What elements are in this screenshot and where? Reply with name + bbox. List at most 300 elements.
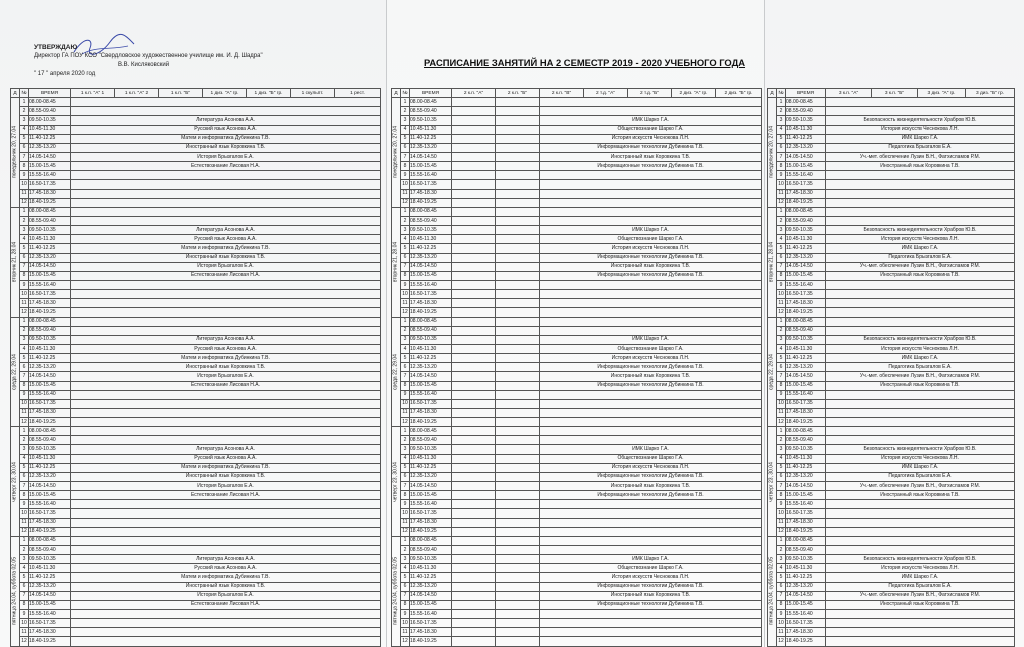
empty-cell	[496, 363, 540, 372]
lesson-number: 1	[20, 536, 29, 545]
empty-cell	[452, 125, 496, 134]
lesson-number: 6	[401, 143, 410, 152]
lesson-number: 2	[777, 216, 786, 225]
table-row	[768, 125, 1015, 134]
lesson-number: 11	[401, 189, 410, 198]
table-row	[392, 427, 762, 436]
lesson-time: 16.50-17.35	[786, 509, 826, 518]
lesson-time: 15.55-16.40	[410, 610, 452, 619]
empty-cell	[496, 637, 540, 646]
lesson-number: 11	[777, 189, 786, 198]
lesson-time: 15.00-15.45	[410, 271, 452, 280]
day-label-text: пятница 24.04, суббота 02.05	[768, 557, 775, 626]
lesson-cell	[826, 171, 1015, 180]
lesson-time: 08.00-08.45	[410, 427, 452, 436]
lesson-number: 1	[777, 98, 786, 107]
lesson-cell	[540, 610, 762, 619]
empty-cell	[452, 226, 496, 235]
empty-cell	[452, 546, 496, 555]
table-row	[392, 381, 762, 390]
lesson-number: 5	[20, 134, 29, 143]
lesson-cell: Уч.-мет. обеспечение Лузин В.Н., Фатхисламов Р.М.	[826, 152, 1015, 161]
lesson-time: 12.35-13.20	[786, 363, 826, 372]
lesson-cell	[71, 536, 381, 545]
lesson-cell	[71, 546, 381, 555]
lesson-time: 09.50-10.35	[410, 335, 452, 344]
lesson-cell: Информационные технологии Дубинкина Т.В.	[540, 381, 762, 390]
column-header: ВРЕМЯ	[29, 89, 71, 98]
table-row	[392, 235, 762, 244]
lesson-number: 7	[20, 591, 29, 600]
lesson-cell	[540, 546, 762, 555]
table-row	[11, 619, 381, 628]
column-header: Д	[768, 89, 777, 98]
lesson-cell	[540, 189, 762, 198]
lesson-number: 4	[20, 454, 29, 463]
empty-cell	[496, 408, 540, 417]
table-row	[11, 427, 381, 436]
column-header: 2 т.д. "Б"	[628, 89, 672, 98]
empty-cell	[452, 573, 496, 582]
lesson-number: 2	[777, 546, 786, 555]
empty-cell	[452, 482, 496, 491]
lesson-number: 5	[777, 463, 786, 472]
lesson-time: 08.55-09.40	[786, 216, 826, 225]
empty-cell	[452, 280, 496, 289]
lesson-cell: ИМК Шарко Г.А.	[540, 116, 762, 125]
table-row	[392, 546, 762, 555]
empty-cell	[496, 527, 540, 536]
table-row	[768, 399, 1015, 408]
lesson-time: 15.00-15.45	[29, 600, 71, 609]
empty-cell	[452, 591, 496, 600]
table-row	[11, 308, 381, 317]
table-row	[11, 335, 381, 344]
lesson-number: 8	[20, 271, 29, 280]
empty-cell	[496, 143, 540, 152]
empty-cell	[496, 171, 540, 180]
day-label-text: пятница 24.04, суббота 02.05	[11, 557, 18, 626]
lesson-cell	[71, 280, 381, 289]
lesson-cell	[826, 399, 1015, 408]
empty-cell	[452, 555, 496, 564]
lesson-cell	[71, 308, 381, 317]
day-label-text: четверг 23, 30.04	[768, 461, 775, 502]
lesson-time: 10.45-11.30	[410, 125, 452, 134]
lesson-number: 4	[20, 125, 29, 134]
table-row	[768, 591, 1015, 600]
lesson-time: 12.35-13.20	[410, 472, 452, 481]
table-row	[11, 546, 381, 555]
lesson-time: 17.45-18.30	[786, 299, 826, 308]
lesson-number: 8	[20, 491, 29, 500]
lesson-cell	[71, 628, 381, 637]
lesson-number: 3	[777, 116, 786, 125]
empty-cell	[452, 299, 496, 308]
lesson-cell	[540, 308, 762, 317]
schedule-table-2nd-year	[391, 88, 762, 647]
lesson-time: 16.50-17.35	[29, 509, 71, 518]
day-label	[768, 207, 777, 317]
day-label-text: среда 22, 29.04	[11, 353, 18, 390]
empty-cell	[452, 354, 496, 363]
empty-cell	[452, 98, 496, 107]
table-row	[768, 290, 1015, 299]
empty-cell	[496, 436, 540, 445]
table-row	[11, 189, 381, 198]
lesson-number: 5	[777, 134, 786, 143]
table-row	[11, 354, 381, 363]
lesson-number: 8	[401, 600, 410, 609]
lesson-cell	[540, 107, 762, 116]
lesson-time: 15.00-15.45	[786, 162, 826, 171]
lesson-time: 12.35-13.20	[410, 582, 452, 591]
lesson-cell: Уч.-мет. обеспечение Лузин В.Н., Фатхисламов Р.М.	[826, 591, 1015, 600]
lesson-time: 12.35-13.20	[29, 253, 71, 262]
table-row	[392, 216, 762, 225]
lesson-time: 09.50-10.35	[29, 226, 71, 235]
table-row	[392, 317, 762, 326]
lesson-time: 17.45-18.30	[786, 628, 826, 637]
day-label-text: среда 22, 29.04	[768, 353, 775, 390]
table-row	[11, 418, 381, 427]
table-row	[768, 518, 1015, 527]
lesson-cell	[826, 98, 1015, 107]
lesson-time: 15.55-16.40	[29, 500, 71, 509]
lesson-cell	[71, 207, 381, 216]
lesson-time: 11.40-12.25	[410, 354, 452, 363]
lesson-time: 15.00-15.45	[410, 491, 452, 500]
lesson-cell	[540, 527, 762, 536]
lesson-time: 14.05-14.50	[410, 482, 452, 491]
lesson-number: 4	[401, 125, 410, 134]
lesson-number: 4	[401, 564, 410, 573]
lesson-time: 16.50-17.35	[29, 290, 71, 299]
lesson-time: 11.40-12.25	[29, 354, 71, 363]
lesson-cell	[826, 280, 1015, 289]
lesson-cell	[540, 500, 762, 509]
lesson-cell: Матем и информатика Дубинкина Т.В.	[71, 573, 381, 582]
lesson-time: 16.50-17.35	[786, 399, 826, 408]
lesson-number: 10	[20, 509, 29, 518]
table-row	[768, 280, 1015, 289]
schedule-table-1st-year	[10, 88, 381, 647]
lesson-cell: Литература Асонова А.А.	[71, 335, 381, 344]
lesson-cell: Литература Асонова А.А.	[71, 116, 381, 125]
lesson-time: 17.45-18.30	[410, 299, 452, 308]
lesson-time: 12.35-13.20	[786, 143, 826, 152]
lesson-number: 6	[20, 472, 29, 481]
lesson-number: 3	[20, 335, 29, 344]
lesson-number: 6	[777, 472, 786, 481]
table-row	[11, 573, 381, 582]
table-row	[392, 372, 762, 381]
lesson-number: 5	[401, 354, 410, 363]
empty-cell	[452, 610, 496, 619]
lesson-number: 12	[401, 527, 410, 536]
lesson-cell	[826, 418, 1015, 427]
lesson-number: 2	[777, 107, 786, 116]
lesson-time: 12.35-13.20	[29, 582, 71, 591]
lesson-cell	[540, 326, 762, 335]
empty-cell	[496, 98, 540, 107]
lesson-time: 08.55-09.40	[29, 107, 71, 116]
column-header: ВРЕМЯ	[410, 89, 452, 98]
lesson-cell: Безопасность жизнедеятельности Храбров Ю.В.	[826, 335, 1015, 344]
table-row	[768, 226, 1015, 235]
lesson-time: 11.40-12.25	[410, 573, 452, 582]
lesson-number: 7	[401, 591, 410, 600]
lesson-number: 5	[20, 573, 29, 582]
table-row	[11, 381, 381, 390]
lesson-time: 08.55-09.40	[410, 326, 452, 335]
table-row	[11, 134, 381, 143]
column-header: 1 к.п. "А" 1	[71, 89, 115, 98]
empty-cell	[496, 262, 540, 271]
lesson-cell	[71, 637, 381, 646]
lesson-cell: Естествознание Лисовая Н.А.	[71, 162, 381, 171]
lesson-time: 18.40-19.25	[29, 637, 71, 646]
lesson-time: 15.55-16.40	[786, 280, 826, 289]
lesson-cell: Русский язык Асонова А.А.	[71, 344, 381, 353]
lesson-number: 1	[401, 536, 410, 545]
lesson-time: 10.45-11.30	[410, 564, 452, 573]
empty-cell	[452, 171, 496, 180]
lesson-time: 15.00-15.45	[29, 381, 71, 390]
empty-cell	[496, 600, 540, 609]
lesson-time: 12.35-13.20	[786, 472, 826, 481]
lesson-cell: Иностранный язык Коровкина Т.В.	[826, 271, 1015, 280]
lesson-cell: ИМК Шарко Г.А.	[540, 335, 762, 344]
lesson-cell: История искусств Чесноковa Л.Н.	[540, 463, 762, 472]
lesson-time: 12.35-13.20	[29, 143, 71, 152]
lesson-number: 1	[777, 317, 786, 326]
lesson-cell: ИМК Шарко Г.А.	[826, 134, 1015, 143]
lesson-number: 6	[20, 582, 29, 591]
lesson-number: 12	[777, 527, 786, 536]
lesson-cell: Уч.-мет. обеспечение Лузин В.Н., Фатхисламов Р.М.	[826, 262, 1015, 271]
lesson-cell: Педагогика Брызгалов Е.А.	[826, 363, 1015, 372]
table-row	[11, 436, 381, 445]
lesson-cell: Уч.-мет. обеспечение Лузин В.Н., Фатхисламов Р.М.	[826, 372, 1015, 381]
lesson-time: 15.55-16.40	[29, 390, 71, 399]
lesson-cell: Иностранный язык Коровкина Т.В.	[540, 262, 762, 271]
lesson-time: 15.00-15.45	[786, 381, 826, 390]
lesson-cell	[71, 198, 381, 207]
lesson-number: 2	[401, 216, 410, 225]
lesson-time: 08.00-08.45	[410, 98, 452, 107]
lesson-cell: Обществознание Шарко Г.А.	[540, 125, 762, 134]
column-header: 2 к.п. "Б"	[496, 89, 540, 98]
empty-cell	[496, 335, 540, 344]
lesson-cell: История Брызгалов Е.А.	[71, 262, 381, 271]
lesson-cell	[826, 546, 1015, 555]
lesson-number: 7	[777, 591, 786, 600]
empty-cell	[452, 262, 496, 271]
table-row	[768, 600, 1015, 609]
lesson-time: 16.50-17.35	[410, 399, 452, 408]
lesson-number: 5	[401, 573, 410, 582]
lesson-number: 12	[777, 308, 786, 317]
table-row	[392, 180, 762, 189]
table-row	[11, 244, 381, 253]
table-row	[768, 418, 1015, 427]
lesson-time: 17.45-18.30	[786, 518, 826, 527]
lesson-time: 11.40-12.25	[786, 244, 826, 253]
column-header: ВРЕМЯ	[786, 89, 826, 98]
lesson-cell: Литература Асонова А.А.	[71, 445, 381, 454]
lesson-time: 11.40-12.25	[29, 244, 71, 253]
lesson-time: 09.50-10.35	[410, 116, 452, 125]
lesson-cell	[71, 427, 381, 436]
lesson-number: 12	[401, 637, 410, 646]
lesson-number: 3	[20, 226, 29, 235]
table-row	[392, 143, 762, 152]
empty-cell	[496, 536, 540, 545]
table-row	[11, 116, 381, 125]
lesson-cell: Естествознание Лисовая Н.А.	[71, 271, 381, 280]
lesson-cell: Литература Асонова А.А.	[71, 555, 381, 564]
lesson-number: 8	[401, 381, 410, 390]
empty-cell	[452, 463, 496, 472]
empty-cell	[496, 216, 540, 225]
lesson-cell: Безопасность жизнедеятельности Храбров Ю.В.	[826, 226, 1015, 235]
table-row	[768, 216, 1015, 225]
table-row	[768, 509, 1015, 518]
table-row	[768, 299, 1015, 308]
empty-cell	[496, 226, 540, 235]
lesson-time: 08.00-08.45	[410, 536, 452, 545]
lesson-number: 3	[401, 226, 410, 235]
lesson-number: 1	[777, 427, 786, 436]
table-row	[768, 354, 1015, 363]
lesson-number: 4	[777, 235, 786, 244]
empty-cell	[496, 591, 540, 600]
empty-cell	[452, 454, 496, 463]
lesson-cell: Информационные технологии Дубинкина Т.В.	[540, 363, 762, 372]
table-row	[11, 536, 381, 545]
lesson-time: 18.40-19.25	[29, 418, 71, 427]
empty-cell	[452, 317, 496, 326]
lesson-cell	[826, 628, 1015, 637]
table-row	[768, 390, 1015, 399]
column-header: 3 диз. "А" гр.	[918, 89, 966, 98]
lesson-time: 15.00-15.45	[410, 381, 452, 390]
table-row	[768, 527, 1015, 536]
table-row	[768, 116, 1015, 125]
empty-cell	[452, 582, 496, 591]
lesson-cell: ИМК Шарко Г.А.	[826, 463, 1015, 472]
table-row	[768, 363, 1015, 372]
lesson-cell	[826, 610, 1015, 619]
lesson-cell: Естествознание Лисовая Н.А.	[71, 600, 381, 609]
table-row	[11, 253, 381, 262]
table-row	[11, 262, 381, 271]
table-row	[392, 98, 762, 107]
lesson-number: 12	[777, 637, 786, 646]
lesson-time: 10.45-11.30	[786, 344, 826, 353]
empty-cell	[496, 207, 540, 216]
table-row	[392, 354, 762, 363]
table-row	[768, 482, 1015, 491]
lesson-number: 6	[401, 253, 410, 262]
lesson-time: 10.45-11.30	[29, 454, 71, 463]
day-label	[768, 536, 777, 646]
lesson-time: 08.55-09.40	[410, 107, 452, 116]
lesson-number: 2	[401, 436, 410, 445]
column-header: №	[401, 89, 410, 98]
table-row	[11, 143, 381, 152]
lesson-number: 4	[777, 125, 786, 134]
lesson-time: 16.50-17.35	[410, 180, 452, 189]
lesson-time: 08.55-09.40	[410, 216, 452, 225]
table-row	[392, 198, 762, 207]
lesson-time: 12.35-13.20	[410, 253, 452, 262]
empty-cell	[452, 619, 496, 628]
table-row	[768, 628, 1015, 637]
day-label	[11, 427, 20, 537]
lesson-time: 14.05-14.50	[410, 152, 452, 161]
lesson-cell	[71, 216, 381, 225]
lesson-cell: Информационные технологии Дубинкина Т.В.	[540, 582, 762, 591]
table-row	[11, 198, 381, 207]
table-row	[392, 271, 762, 280]
table-row	[768, 610, 1015, 619]
empty-cell	[496, 472, 540, 481]
lesson-number: 9	[401, 390, 410, 399]
lesson-time: 16.50-17.35	[410, 509, 452, 518]
lesson-time: 11.40-12.25	[410, 463, 452, 472]
lesson-time: 08.00-08.45	[786, 207, 826, 216]
lesson-time: 16.50-17.35	[410, 619, 452, 628]
lesson-time: 08.00-08.45	[29, 427, 71, 436]
lesson-time: 16.50-17.35	[786, 290, 826, 299]
lesson-time: 18.40-19.25	[410, 527, 452, 536]
lesson-time: 08.55-09.40	[410, 546, 452, 555]
lesson-cell: Обществознание Шарко Г.А.	[540, 235, 762, 244]
lesson-number: 6	[777, 253, 786, 262]
lesson-cell: Матем и информатика Дубинкина Т.В.	[71, 244, 381, 253]
lesson-cell: Информационные технологии Дубинкина Т.В.	[540, 162, 762, 171]
lesson-time: 17.45-18.30	[29, 189, 71, 198]
empty-cell	[496, 445, 540, 454]
table-row	[768, 491, 1015, 500]
lesson-number: 5	[777, 244, 786, 253]
lesson-number: 4	[401, 344, 410, 353]
lesson-time: 18.40-19.25	[410, 308, 452, 317]
empty-cell	[496, 354, 540, 363]
lesson-cell	[71, 326, 381, 335]
column-header: 1 рест.	[335, 89, 381, 98]
empty-cell	[496, 582, 540, 591]
table-row	[11, 610, 381, 619]
lesson-number: 10	[401, 180, 410, 189]
empty-cell	[452, 107, 496, 116]
lesson-cell: Информационные технологии Дубинкина Т.В.	[540, 271, 762, 280]
empty-cell	[452, 408, 496, 417]
lesson-time: 15.55-16.40	[786, 171, 826, 180]
table-row	[11, 564, 381, 573]
table-row	[392, 253, 762, 262]
lesson-cell	[71, 317, 381, 326]
empty-cell	[452, 436, 496, 445]
day-label-text: понедельник 20, 27.04	[392, 126, 399, 179]
empty-cell	[452, 189, 496, 198]
lesson-time: 16.50-17.35	[29, 180, 71, 189]
lesson-number: 9	[777, 171, 786, 180]
lesson-time: 09.50-10.35	[786, 226, 826, 235]
lesson-number: 12	[20, 308, 29, 317]
